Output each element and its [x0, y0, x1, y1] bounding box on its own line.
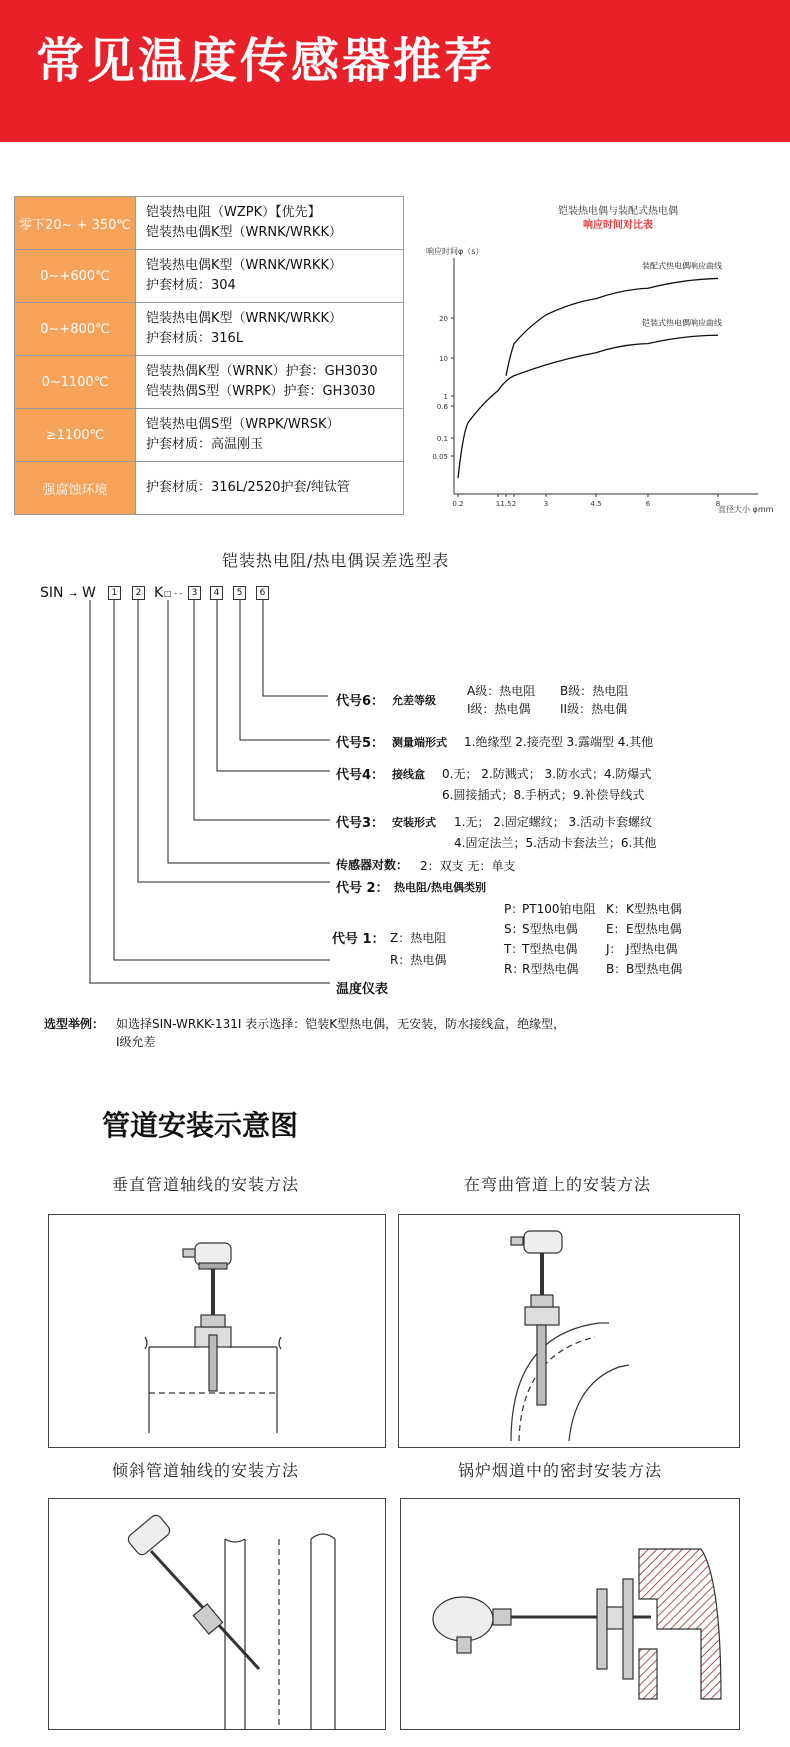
spec-desc-line2: 铠装热电偶K型（WRNK/WRKK）: [146, 225, 342, 240]
code6-a: A级：热电阻: [467, 684, 536, 698]
model-box-6: 6: [256, 586, 269, 600]
code1-z: Z：热电阻: [390, 931, 447, 945]
spec-row: [15, 197, 404, 250]
spec-desc: [136, 250, 404, 303]
spec-range: 强腐蚀环境: [15, 462, 136, 515]
spec-row: [15, 356, 404, 409]
spec-desc: [136, 303, 404, 356]
chart-x-tick: 8: [715, 500, 721, 508]
spec-desc: [136, 462, 404, 515]
spec-desc-line1: 铠装热电偶K型（WRNK/WRKK）: [146, 311, 342, 326]
code2-type-k: S：: [504, 922, 524, 936]
spec-desc-line1: 护套材质：316L/2520护套/纯钛管: [146, 480, 350, 495]
chart-y-tick: 1: [443, 393, 448, 401]
diagram-vertical-pipe: [48, 1214, 386, 1448]
diagram-bent-pipe: [398, 1214, 740, 1448]
chart-x-tick: 4.5: [590, 500, 602, 508]
code2-type-v2: B型热电偶: [626, 962, 683, 976]
code3-desc: 安装形式: [392, 816, 436, 829]
chart-x-label: 直径大小 φmm: [718, 505, 774, 514]
code4-label: 代号4：: [336, 768, 385, 783]
code2-type-k: R：: [504, 962, 525, 976]
code5-desc: 测量端形式: [392, 736, 447, 749]
chart-y-tick: 0.6: [436, 403, 448, 411]
code6-b: B级：热电阻: [560, 684, 629, 698]
diagram-inclined-pipe: [48, 1498, 386, 1730]
code2-type-k2: J：: [606, 942, 622, 956]
code6-ii: II级：热电偶: [560, 702, 628, 716]
bracket-line-1: [114, 600, 330, 960]
code2-type-v: T型热电偶: [522, 942, 578, 956]
chart-y-tick: 10: [439, 355, 448, 363]
spec-desc-line2: 铠装热偶S型（WRPK）护套：GH3030: [146, 384, 376, 399]
code2-type-v2: J型热电偶: [626, 942, 678, 956]
bracket-line-2: [138, 600, 330, 882]
selection-title: 铠装热电阻/热电偶误差选型表: [222, 551, 450, 570]
spec-range: 0~+600℃: [15, 250, 136, 303]
code6-i: I级：热电偶: [467, 702, 531, 716]
diagram-boiler-svg: [401, 1499, 739, 1729]
chart-subtitle: 响应时间对比表: [583, 220, 653, 231]
model-prefix: SIN: [40, 585, 64, 601]
example-label: 选型举例：: [44, 1017, 105, 1031]
spec-desc-line1: 铠装热偶K型（WRNK）护套：GH3030: [146, 364, 378, 379]
chart-title: 铠装热电偶与装配式热电偶: [558, 206, 678, 217]
chart-series-line: [458, 335, 718, 478]
banner-title: 常见温度传感器推荐: [36, 33, 496, 89]
code2-type-v2: K型热电偶: [626, 902, 682, 916]
spec-range: 0~1100℃: [15, 356, 136, 409]
bracket-line-6: [263, 600, 328, 696]
bracket-line-instrument: [90, 600, 330, 983]
diagram-inclined-svg: [49, 1499, 385, 1729]
code2-type-k2: E：: [606, 922, 626, 936]
chart-x-tick: 2: [511, 500, 517, 508]
model-box-2: 2: [132, 586, 145, 600]
method-title-3: 倾斜管道轴线的安装方法: [112, 1461, 300, 1480]
spec-row: [15, 462, 404, 515]
bracket-line-4: [217, 600, 330, 771]
spec-desc-line2: 护套材质：304: [146, 278, 236, 293]
spec-desc-line1: 铠装热电偶K型（WRNK/WRKK）: [146, 258, 342, 273]
chart-y-tick: 0.05: [432, 453, 448, 461]
spec-desc: [136, 197, 404, 250]
code4-options-1: 0.无； 2.防溅式； 3.防水式；4.防爆式: [442, 767, 652, 781]
pairs-options: 2：双支 无：单支: [420, 859, 516, 873]
response-time-chart: [418, 200, 788, 520]
code3-options-2: 4.固定法兰；5.活动卡套法兰；6.其他: [454, 836, 657, 850]
code5-label: 代号5：: [336, 736, 385, 751]
example-line-1: 如选择SIN-WRKK-131I 表示选择：铠装K型热电偶，无安装，防水接线盒，绝缘型，: [116, 1017, 566, 1031]
code6-label: 代号6：: [336, 694, 385, 709]
code6-desc: 允差等级: [392, 694, 436, 707]
method-title-4: 锅炉烟道中的密封安装方法: [458, 1461, 663, 1480]
spec-desc: [136, 409, 404, 462]
model-k-dash: □ - -: [164, 589, 183, 598]
spec-desc-line1: 铠装热电偶S型（WRPK/WRSK）: [146, 417, 340, 432]
chart-y-tick: 0.1: [436, 435, 448, 443]
model-box-1: 1: [108, 586, 121, 600]
bracket-line-3: [194, 600, 330, 820]
chart-series-label: 铠装式热电偶响应曲线: [642, 318, 722, 328]
model-k: K: [154, 585, 164, 601]
spec-range: 零下20~ + 350℃: [15, 197, 136, 250]
spec-range: 0~+800℃: [15, 303, 136, 356]
chart-x-tick: 1.5: [500, 500, 512, 508]
model-box-5: 5: [233, 586, 246, 600]
spec-desc: [136, 356, 404, 409]
model-w: W: [82, 585, 96, 601]
sensor-spec-table: [14, 196, 404, 515]
spec-row: [15, 303, 404, 356]
model-arrow: →: [70, 590, 77, 599]
example-line-2: I级允差: [116, 1035, 156, 1049]
spec-desc-line2: 护套材质：高温刚玉: [146, 437, 264, 452]
method-title-1: 垂直管道轴线的安装方法: [112, 1175, 300, 1194]
code2-type-v2: E型热电偶: [626, 922, 682, 936]
chart-y-tick: 20: [439, 315, 448, 323]
model-box-3: 3: [188, 586, 201, 600]
code2-desc: 热电阻/热电偶类别: [394, 881, 487, 894]
model-box-4: 4: [210, 586, 223, 600]
code2-type-v: PT100铂电阻: [522, 902, 596, 916]
spec-range: ≥1100℃: [15, 409, 136, 462]
code3-label: 代号3：: [336, 816, 385, 831]
chart-x-tick: 1: [495, 500, 501, 508]
spec-desc-line1: 铠装热电阻（WZPK）【优先】: [146, 205, 321, 220]
code2-type-v: R型热电偶: [522, 962, 579, 976]
code2-type-k2: B：: [606, 962, 627, 976]
code4-options-2: 6.圆接插式；8.手柄式；9.补偿导线式: [442, 788, 645, 802]
bracket-line-5: [240, 600, 330, 740]
diagram-bent-svg: [399, 1215, 739, 1447]
instrument-label: 温度仪表: [336, 982, 389, 997]
chart-x-tick: 3: [543, 500, 549, 508]
code2-type-k: P：: [504, 902, 524, 916]
diagram-vertical-svg: [49, 1215, 385, 1447]
pairs-label: 传感器对数：: [336, 858, 409, 872]
chart-y-label: 响应时间φ（s）: [426, 247, 484, 256]
chart-series-label: 装配式热电偶响应曲线: [642, 261, 722, 271]
code2-type-k: T：: [504, 942, 524, 956]
installation-title: 管道安装示意图: [102, 1109, 299, 1142]
chart-x-tick: 6: [645, 500, 651, 508]
selection-bracket-lines: [0, 600, 340, 990]
code2-type-v: S型热电偶: [522, 922, 578, 936]
code1-label: 代号 1：: [332, 932, 385, 947]
method-title-2: 在弯曲管道上的安装方法: [464, 1175, 652, 1194]
code1-r: R：热电偶: [390, 953, 447, 967]
spec-desc-line2: 护套材质：316L: [146, 331, 244, 346]
code3-options-1: 1.无； 2.固定螺纹； 3.活动卡套螺纹: [454, 815, 652, 829]
code2-type-k2: K：: [606, 902, 626, 916]
code2-label: 代号 2：: [336, 881, 389, 896]
spec-row: [15, 409, 404, 462]
chart-x-tick: 0.2: [452, 500, 464, 508]
spec-row: [15, 250, 404, 303]
diagram-boiler-flue: [400, 1498, 740, 1730]
code4-desc: 接线盒: [392, 768, 425, 781]
bracket-line-pairs: [168, 600, 330, 863]
code5-options: 1.绝缘型 2.接壳型 3.露端型 4.其他: [464, 735, 654, 749]
